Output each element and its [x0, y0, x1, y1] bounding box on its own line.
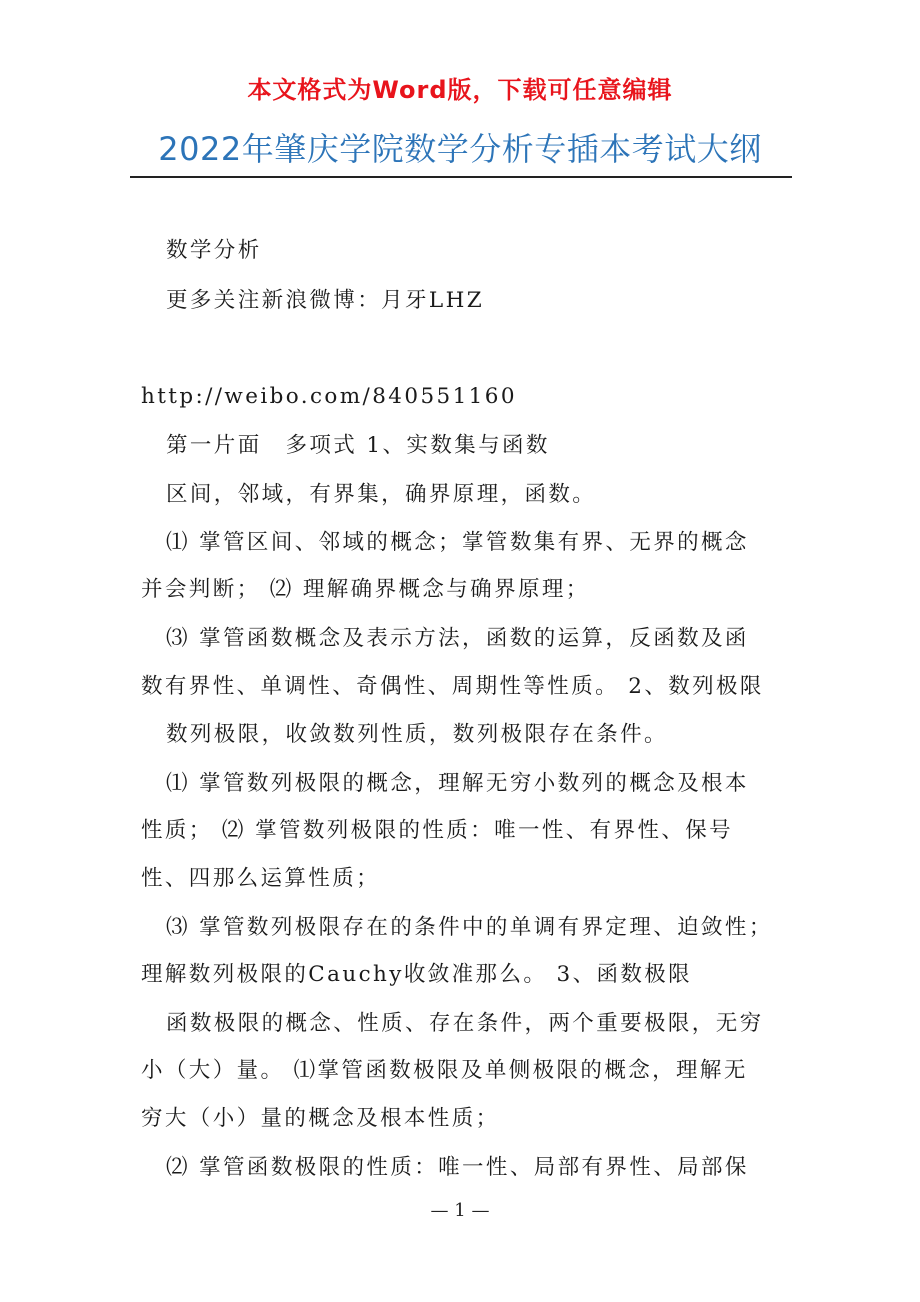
body-line: 函数极限的概念、性质、存在条件，两个重要极限，无穷	[166, 1011, 764, 1036]
body-line: 更多关注新浪微博：月牙LHZ	[166, 288, 485, 313]
body-line: 性、四那么运算性质；	[141, 866, 381, 891]
body-line: ⑶ 掌管数列极限存在的条件中的单调有界定理、迫敛性；	[166, 915, 773, 940]
body-line: 数学分析	[166, 238, 262, 263]
body-line: 并会判断； ⑵ 理解确界概念与确界原理；	[141, 577, 590, 602]
body-line: ⑴ 掌管数列极限的概念，理解无穷小数列的概念及根本	[166, 771, 749, 796]
body-line: 性质； ⑵ 掌管数列极限的性质：唯一性、有界性、保号	[141, 818, 734, 843]
body-line: 数列极限，收敛数列性质，数列极限存在条件。	[166, 722, 668, 747]
title-rule	[130, 176, 792, 178]
body-line: 小（大）量。 ⑴掌管函数极限及单侧极限的概念，理解无	[141, 1058, 748, 1083]
body-line: 数有界性、单调性、奇偶性、周期性等性质。 2、数列极限	[141, 674, 764, 699]
body-line: http://weibo.com/840551160	[141, 384, 517, 409]
body-line: ⑶ 掌管函数概念及表示方法，函数的运算，反函数及函	[166, 626, 749, 651]
document-title: 2022年肇庆学院数学分析专插本考试大纲	[158, 130, 762, 168]
body-line: 穷大（小）量的概念及根本性质；	[141, 1106, 500, 1131]
body-line: 区间，邻域，有界集，确界原理，函数。	[166, 482, 597, 507]
body-line: ⑴ 掌管区间、邻域的概念；掌管数集有界、无界的概念	[166, 530, 749, 555]
page-number: — 1 —	[430, 1200, 490, 1221]
download-notice: 本文格式为Word版，下载可任意编辑	[247, 76, 673, 104]
body-line: ⑵ 掌管函数极限的性质：唯一性、局部有界性、局部保	[166, 1155, 749, 1180]
body-line: 第一片面 多项式 1、实数集与函数	[166, 433, 550, 458]
body-line: 理解数列极限的Cauchy收敛准那么。 3、函数极限	[141, 962, 693, 987]
